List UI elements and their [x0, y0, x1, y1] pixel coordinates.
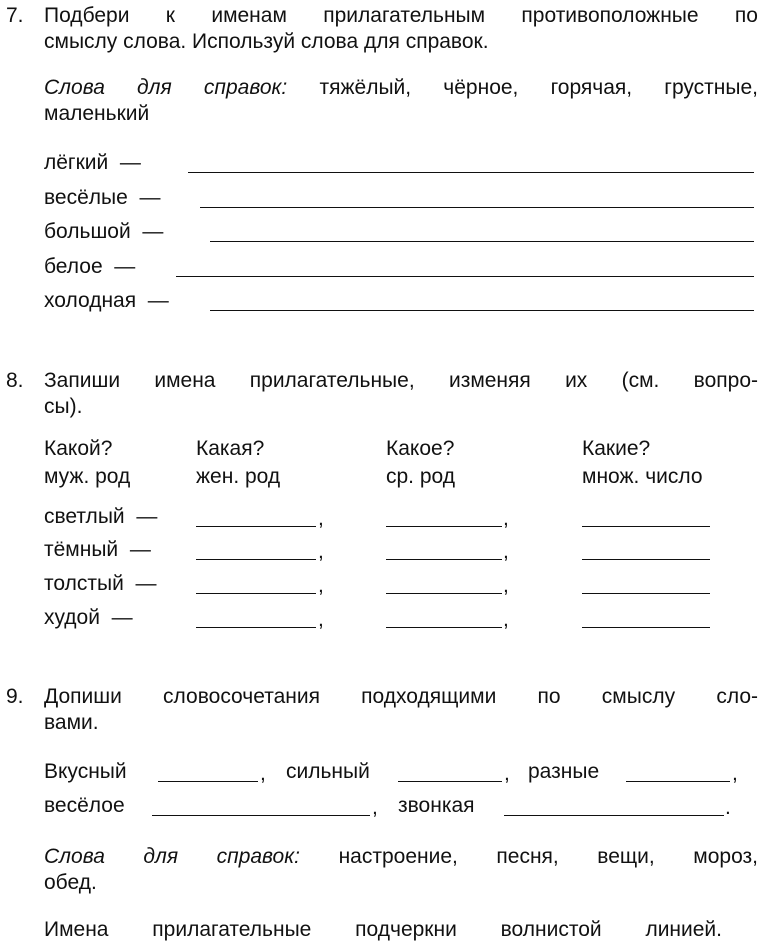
dash: — [114, 255, 136, 278]
column-question: Какой? [44, 437, 113, 460]
column-header-neut [386, 436, 455, 490]
task-7-hint-words-2: маленький [44, 102, 150, 125]
dash: — [147, 289, 169, 312]
task-9-hint-words-2: обед. [44, 871, 97, 894]
task-7-row-1 [44, 150, 141, 176]
plural-answer-blank[interactable] [582, 607, 710, 628]
task-7-number: 7. [6, 4, 24, 27]
column-header-fem [196, 436, 280, 490]
task-8-row-1 [44, 504, 157, 530]
column-question: Какие? [582, 437, 651, 460]
plural-answer-blank[interactable] [582, 539, 710, 560]
task-7-word: холодная [44, 289, 137, 312]
task-8-word: худой [44, 606, 100, 629]
task-7-word: весёлые [44, 186, 128, 209]
column-header-masc [44, 436, 130, 490]
task-8-instruction [44, 368, 758, 420]
final-instruction-text: Имена прилагательные подчеркни волнистой линией. [44, 918, 722, 941]
neut-answer-blank[interactable] [386, 573, 502, 594]
period: . [725, 796, 731, 819]
task-8-word: толстый [44, 572, 124, 595]
column-label: жен. род [196, 465, 281, 488]
task-7-answer-blank[interactable] [200, 187, 754, 208]
task-7-word: лёгкий [44, 151, 109, 174]
dash: — [111, 606, 133, 629]
fem-answer-blank[interactable] [196, 539, 316, 560]
column-label: муж. род [44, 465, 131, 488]
task-9-hint-words: настроение, песня, вещи, мороз, [338, 845, 758, 868]
phrase-blank-5[interactable] [504, 795, 724, 816]
task-8-instruction-line-2: сы). [44, 395, 83, 418]
phrase-blank-1[interactable] [158, 761, 258, 782]
fem-answer-blank[interactable] [196, 607, 316, 628]
column-header-plural [582, 436, 703, 490]
plural-answer-blank[interactable] [582, 573, 710, 594]
comma: , [732, 762, 738, 785]
task-7-instruction-line-1: Подбери к именам прилагательным противоположные по [44, 4, 758, 27]
task-7-instruction [44, 3, 758, 55]
comma: , [504, 762, 510, 785]
task-9-number: 9. [6, 685, 24, 708]
comma: , [503, 507, 509, 530]
task-9-instruction [44, 684, 758, 736]
task-8-row-2 [44, 537, 151, 563]
task-9-hint [44, 844, 758, 896]
task-9-final-instruction [44, 917, 758, 943]
comma: , [318, 574, 324, 597]
phrase-word-5: звонкая [398, 794, 475, 817]
plural-answer-blank[interactable] [582, 506, 710, 527]
task-8-word: тёмный [44, 538, 119, 561]
fem-answer-blank[interactable] [196, 506, 316, 527]
task-8-word: светлый [44, 505, 125, 528]
task-7-row-4 [44, 254, 135, 280]
task-7-answer-blank[interactable] [210, 290, 754, 311]
task-7-row-5 [44, 288, 169, 314]
task-9-hint-label: Слова для справок: [44, 845, 300, 868]
column-question: Какое? [386, 437, 455, 460]
phrase-blank-3[interactable] [626, 761, 730, 782]
dash: — [119, 151, 141, 174]
task-8-instruction-line-1: Запиши имена прилагательные, изменяя их (см. вопро- [44, 369, 758, 392]
task-7-word: большой [44, 220, 131, 243]
dash: — [129, 538, 151, 561]
comma: , [318, 608, 324, 631]
task-9-instruction-line-2: вами. [44, 711, 99, 734]
task-7-hint-label: Слова для справок: [44, 76, 288, 99]
task-7-instruction-line-2: смыслу слова. Используй слова для справок. [44, 30, 489, 53]
comma: , [260, 762, 266, 785]
comma: , [503, 574, 509, 597]
task-7-hint [44, 75, 758, 127]
comma: , [503, 540, 509, 563]
comma: , [318, 540, 324, 563]
column-question: Какая? [196, 437, 265, 460]
column-label: множ. число [582, 465, 703, 488]
phrase-blank-4[interactable] [152, 795, 370, 816]
neut-answer-blank[interactable] [386, 506, 502, 527]
task-8-row-4 [44, 605, 133, 631]
phrase-blank-2[interactable] [398, 761, 502, 782]
task-8-row-3 [44, 571, 156, 597]
comma: , [372, 796, 378, 819]
task-7-row-3 [44, 219, 163, 245]
task-7-row-2 [44, 185, 160, 211]
task-7-word: белое [44, 255, 103, 278]
phrase-word-4: весёлое [44, 794, 125, 817]
task-7-hint-words: тяжёлый, чёрное, горячая, грустные, [319, 76, 758, 99]
task-7-answer-blank[interactable] [176, 256, 754, 277]
neut-answer-blank[interactable] [386, 539, 502, 560]
comma: , [318, 507, 324, 530]
phrase-word-1: Вкусный [44, 760, 127, 783]
dash: — [142, 220, 164, 243]
task-7-answer-blank[interactable] [188, 152, 754, 173]
neut-answer-blank[interactable] [386, 607, 502, 628]
fem-answer-blank[interactable] [196, 573, 316, 594]
column-label: ср. род [386, 465, 455, 488]
dash: — [135, 572, 157, 595]
dash: — [136, 505, 158, 528]
phrase-word-2: сильный [286, 760, 370, 783]
comma: , [503, 608, 509, 631]
phrase-word-3: разные [528, 760, 600, 783]
dash: — [139, 186, 161, 209]
task-9-instruction-line-1: Допиши словосочетания подходящими по смыслу сло- [44, 685, 758, 708]
task-7-answer-blank[interactable] [210, 221, 754, 242]
task-8-number: 8. [6, 369, 24, 392]
